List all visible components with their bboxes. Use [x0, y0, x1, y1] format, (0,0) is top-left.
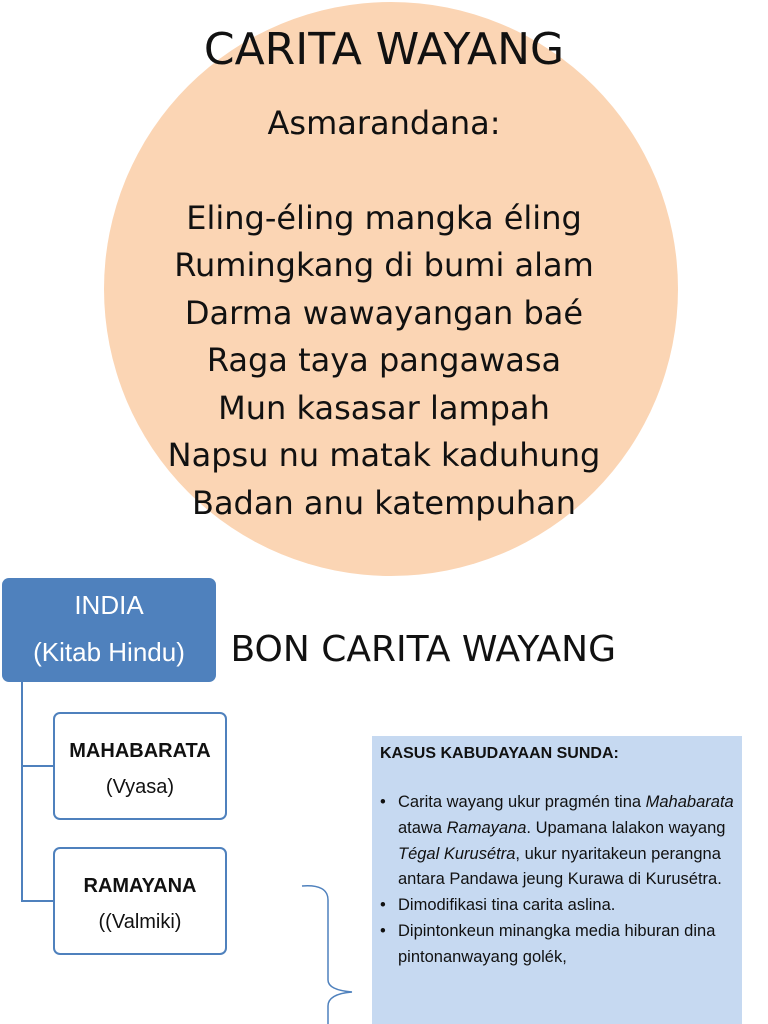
poem-line-1: Eling-éling mangka éling [186, 198, 582, 237]
note-text: , ukur nyaritakeun perangna antara Pandawa jeung Kurawa di Kurusétra. [398, 844, 722, 889]
note-text: Dipintonkeun minangka media hiburan dina pintonanwayang golék, [398, 921, 716, 966]
tree-root-india [2, 578, 216, 682]
slide-title: CARITA WAYANG [203, 24, 565, 75]
node-author: ((Valmiki) [98, 911, 182, 933]
poem-line-6: Napsu nu matak kaduhung [167, 436, 601, 474]
note-italic-text: Mahabarata [645, 793, 734, 811]
poem-line-5: Mun kasasar lampah [218, 388, 550, 427]
bullet-icon: • [380, 793, 386, 811]
note-item-1 [380, 790, 734, 893]
note-text: Dimodifikasi tina carita aslina. [398, 896, 616, 915]
tree-connector-ramayana [21, 900, 54, 902]
slide2-title: BON CARITA WAYANG [230, 629, 616, 670]
tree-node-mahabarata [53, 712, 227, 820]
poem-line-7: Badan anu katempuhan [191, 483, 577, 522]
note-italic-text: Tégal Kurusétra [398, 844, 516, 863]
note-text: Carita wayang ukur pragmén tina [398, 793, 646, 811]
note-box-kasus-kabudayaan [372, 736, 742, 1024]
tree-connector-vertical [21, 682, 23, 902]
note-heading: KASUS KABUDAYAAN SUNDA: [380, 745, 619, 762]
note-italic-text: Ramayana [446, 818, 527, 837]
bullet-icon: • [380, 921, 386, 940]
node-author: (Vyasa) [105, 776, 175, 798]
note-text: . Upamana lalakon wayang [526, 818, 726, 837]
node-name: MAHABARATA [69, 740, 211, 762]
slide2-title-container [216, 624, 636, 678]
tree-node-ramayana [53, 847, 227, 955]
poem-line-3: Darma wawayangan baé [184, 293, 584, 332]
note-list [380, 790, 734, 971]
poem-heading: Asmarandana: [267, 104, 501, 142]
poem-block [0, 100, 768, 527]
root-label-line1: INDIA [74, 590, 144, 620]
curly-brace-icon [300, 882, 360, 1024]
note-item-2 [380, 893, 734, 919]
note-text: atawa [398, 818, 447, 837]
node-name: RAMAYANA [83, 875, 197, 897]
poem-line-4: Raga taya pangawasa [206, 341, 562, 379]
tree-connector-mahabarata [21, 765, 54, 767]
bullet-icon: • [380, 896, 386, 915]
root-label-line2: (Kitab Hindu) [33, 637, 185, 667]
note-item-3 [380, 919, 734, 971]
poem-line-2: Rumingkang di bumi alam [174, 246, 594, 284]
